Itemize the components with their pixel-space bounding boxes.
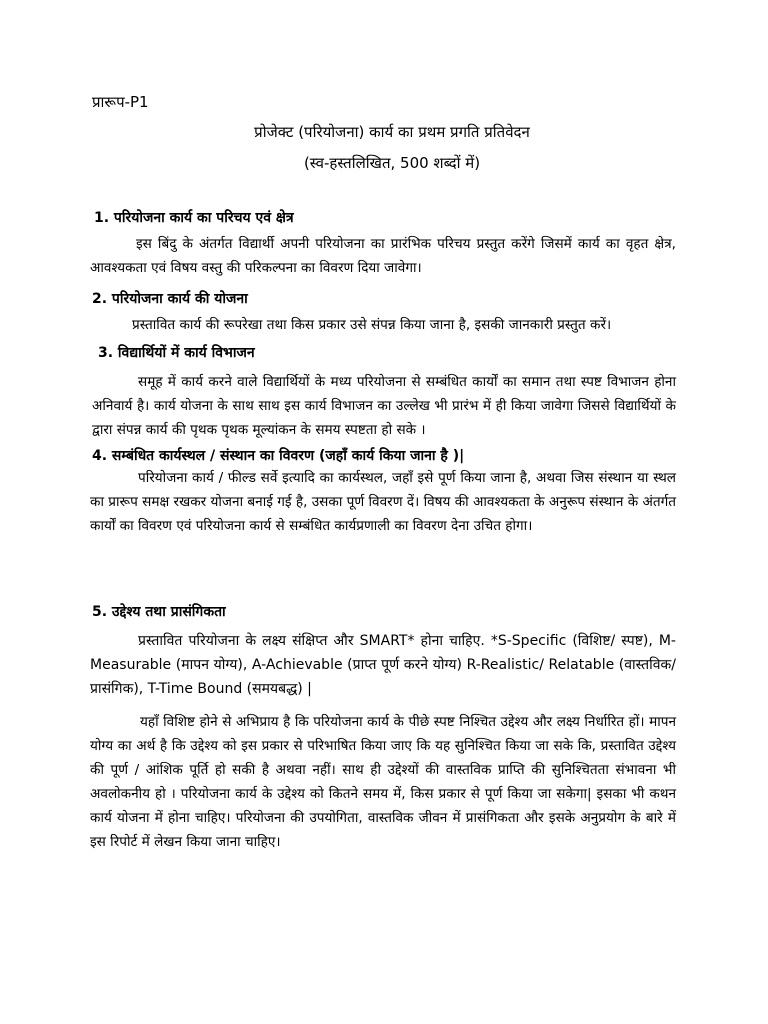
section-1-heading: 1. परियोजना कार्य का परिचय एवं क्षेत्र: [94, 210, 294, 226]
section-5-smart-paragraph: प्रस्तावित परियोजना के लक्ष्य संक्षिप्त और SMART* होना चाहिए. *S-Specific (विशिष्ट/ स्पष्ट), M-Measurable (मापन योग्य), A-Achievable (प्राप्त पूर्ण करने योग्य) R-Realistic/ Relatable (वास्तविक/ प्रासंगिक), T-Time Bound (समयबद्ध) |: [90, 633, 676, 697]
section-4-heading: 4. सम्बंधित कार्यस्थल / संस्थान का विवरण (जहाँ कार्य किया जाना है )|: [92, 448, 465, 464]
section-5-heading: 5. उद्देश्य तथा प्रासंगिकता: [92, 604, 226, 620]
section-3-body: समूह में कार्य करने वाले विद्यार्थियों के मध्य परियोजना से सम्बंधित कार्यों का समान तथा स्पष्ट विभाजन होना अनिवार्य है। कार्य योजना के साथ साथ इस कार्य विभाजन का उल्लेख भी प्रारंभ में ही किया जावेगा जिससे विद्यार्थियों के द्वारा संपन्न कार्य की पृथक पृथक मूल्यांकन के समय स्पष्टता हो सके ।: [92, 374, 676, 438]
section-4-body: परियोजना कार्य / फील्ड सर्वे इत्यादि का कार्यस्थल, जहाँ इसे पूर्ण किया जाना है, अथवा जिस संस्थान या स्थल का प्रारूप समक्ष रखकर योजना बनाई गई है, उसका पूर्ण विवरण दें। विषय की आवश्यकता के अनुरूप संस्थान के अंतर्गत कार्यों का विवरण एवं परियोजना कार्य से सम्बंधित कार्यप्रणाली का विवरण देना उचित होगा।: [90, 470, 677, 534]
section-1-body: इस बिंदु के अंतर्गत विद्यार्थी अपनी परियोजना का प्रारंभिक परिचय प्रस्तुत करेंगे जिसमें कार्य का वृहत क्षेत्र, आवश्यकता एवं विषय वस्तु की परिकल्पना का विवरण दिया जावेगा।: [90, 236, 676, 276]
section-2-heading: 2. परियोजना कार्य की योजना: [92, 291, 248, 307]
section-3-heading: 3. विद्यार्थियों में कार्य विभाजन: [98, 345, 255, 361]
section-5-explanation-paragraph: यहाँ विशिष्ट होने से अभिप्राय है कि परियोजना कार्य के पीछे स्पष्ट निश्चित उद्देश्य और लक्ष्य निर्धारित हों। मापन योग्य का अर्थ है कि उद्देश्य को इस प्रकार से परिभाषित किया जाए कि यह सुनिश्चित किया जा सके कि, प्रस्तावित उद्देश्य की पूर्ण / आंशिक पूर्ति हो सकी है अथवा नहीं। साथ ही उद्देश्यों की वास्तविक प्राप्ति की सुनिश्चितता संभावना भी अवलोकनीय हो । परियोजना कार्य के उद्देश्य को कितने समय में, किस प्रकार से पूर्ण किया जा सकेगा| इसका भी कथन कार्य योजना में होना चाहिए। परियोजना की उपयोगिता, वास्तविक जीवन में प्रासंगिकता और इसके अनुप्रयोग के बारे में इस रिपोर्ट में लेखन किया जाना चाहिए।: [90, 714, 676, 850]
form-label: प्रारूप-P1: [92, 93, 149, 111]
document-title: प्रोजेक्ट (परियोजना) कार्य का प्रथम प्रगति प्रतिवेदन: [254, 123, 530, 141]
document-subtitle: (स्व-हस्तलिखित, 500 शब्दों में): [303, 154, 481, 172]
section-2-body: प्रस्तावित कार्य की रूपरेखा तथा किस प्रकार उसे संपन्न किया जाना है, इसकी जानकारी प्रस्तुत करें।: [132, 317, 612, 333]
